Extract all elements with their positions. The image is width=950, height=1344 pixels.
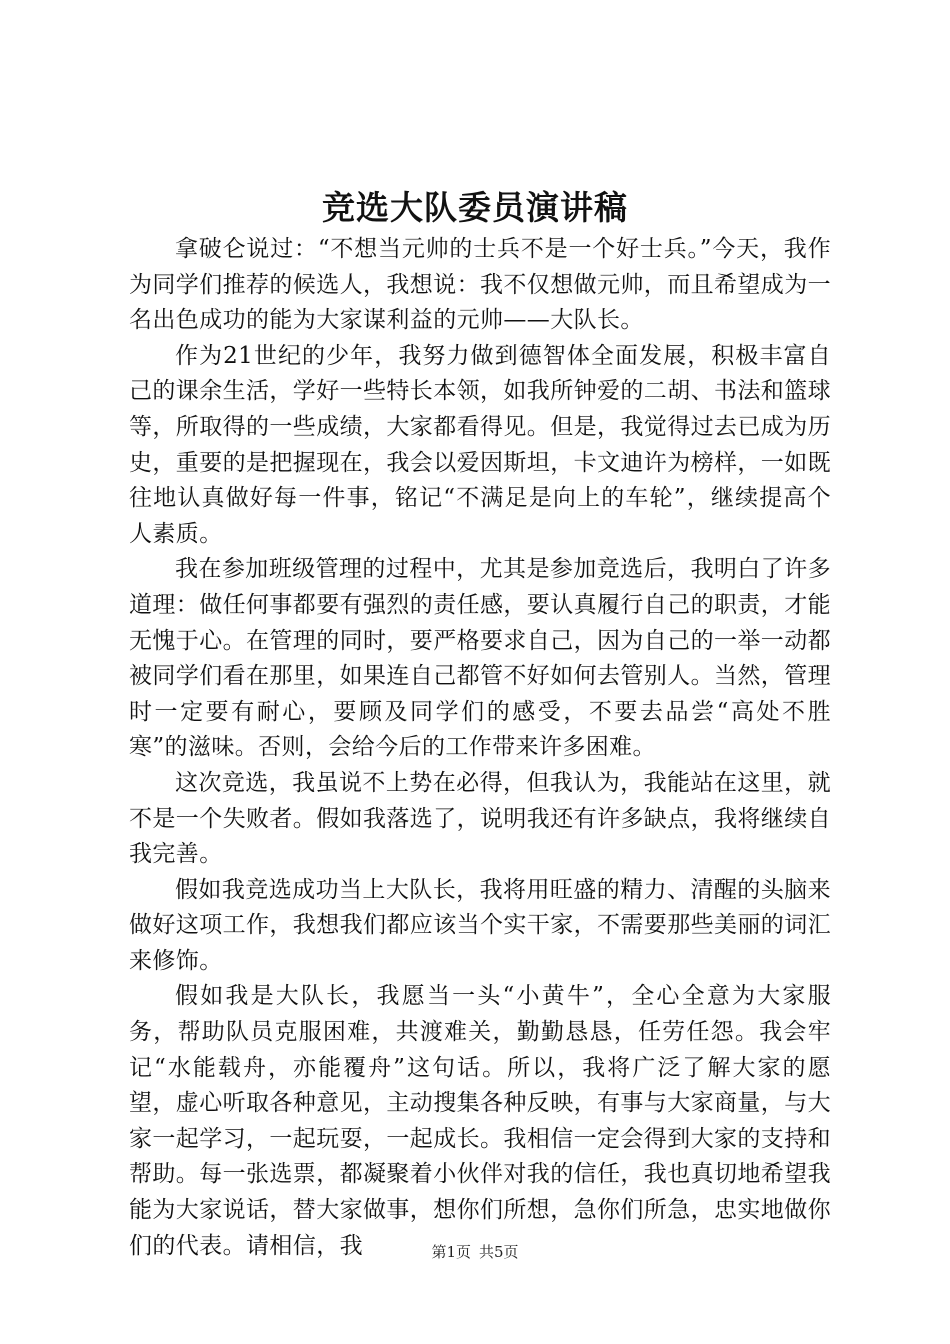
paragraph: 假如我是大队长，我愿当一头“小黄牛”，全心全意为大家服务，帮助队员克服困难，共渡难关，勤勤恳恳，任劳任怨。我会牢记“水能载舟，亦能覆舟”这句话。所以，我将广泛了解大家的愿望，虚心听取各种意见，主动搜集各种反映，有事与大家商量，与大家一起学习，一起玩耍，一起成长。我相信一定会得到大家的支持和帮助。每一张选票，都凝聚着小伙伴对我的信任，我也真切地希望我能为大家说话，替大家做事，想你们所想，急你们所急，忠实地做你们的代表。请相信，我 <box>129 983 831 1259</box>
paragraph: 假如我竞选成功当上大队长，我将用旺盛的精力、清醒的头脑来做好这项工作，我想我们都应该当个实干家，不需要那些美丽的词汇来修饰。 <box>129 876 831 974</box>
paragraph: 作为21世纪的少年，我努力做到德智体全面发展，积极丰富自己的课余生活，学好一些特长本领，如我所钟爱的二胡、书法和篮球等，所取得的一些成绩，大家都看得见。但是，我觉得过去已成为历史，重要的是把握现在，我会以爱因斯坦，卡文迪许为榜样，一如既往地认真做好每一件事，铭记“不满足是向上的车轮”，继续提高个人素质。 <box>129 342 831 547</box>
document-title: 竞选大队委员演讲稿 <box>322 188 628 227</box>
paragraph: 我在参加班级管理的过程中，尤其是参加竞选后，我明白了许多道理：做任何事都要有强烈的责任感，要认真履行自己的职责，才能无愧于心。在管理的同时，要严格要求自己，因为自己的一举一动都被同学们看在那里，如果连自己都管不好如何去管别人。当然，管理时一定要有耐心，要顾及同学们的感受，不要去品尝“高处不胜寒”的滋味。否则，会给今后的工作带来许多困难。 <box>129 556 831 761</box>
page-number: 第1页 <box>431 1243 471 1261</box>
page-footer <box>0 1242 950 1262</box>
paragraph: 拿破仑说过：“不想当元帅的士兵不是一个好士兵。”今天，我作为同学们推荐的候选人，我想说：我不仅想做元帅，而且希望成为一名出色成功的能为大家谋利益的元帅——大队长。 <box>129 236 831 334</box>
paragraph: 这次竞选，我虽说不上势在必得，但我认为，我能站在这里，就不是一个失败者。假如我落选了，说明我还有许多缺点，我将继续自我完善。 <box>129 769 831 868</box>
document-body <box>129 232 831 1264</box>
page-total: 共5页 <box>479 1243 519 1261</box>
